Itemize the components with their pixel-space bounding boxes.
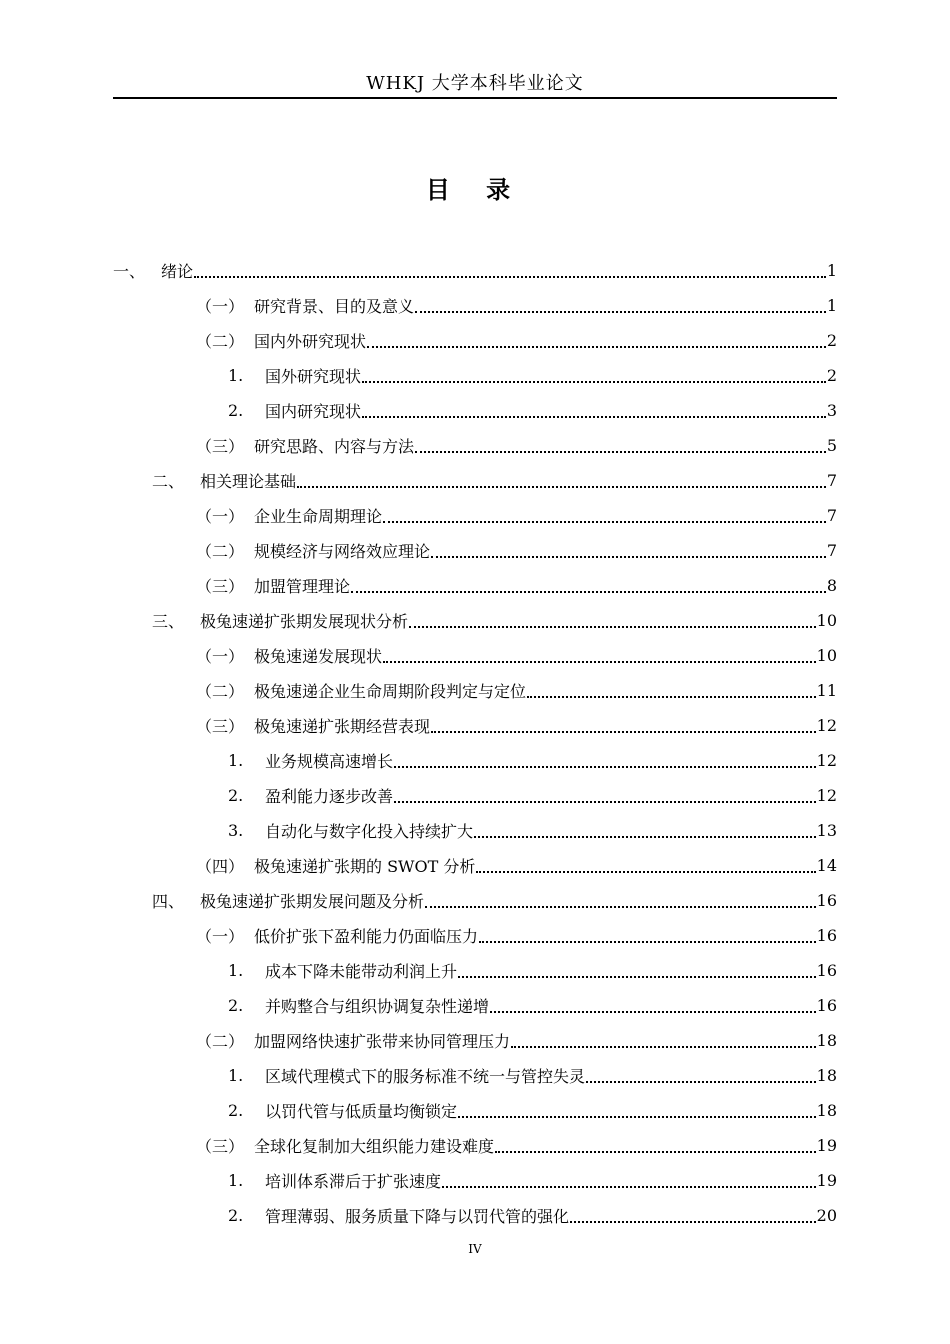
toc-dot-leader — [474, 836, 816, 838]
toc-dot-leader — [297, 486, 826, 488]
toc-dot-leader — [490, 1011, 816, 1013]
toc-entry-number: （四） — [196, 857, 245, 876]
toc-entry-title: 国外研究现状 — [265, 367, 362, 386]
toc-entry-title: 绪论 — [161, 262, 194, 281]
toc-entry[interactable] — [228, 1198, 837, 1233]
toc-entry[interactable] — [228, 953, 837, 988]
toc-entry-page: 12 — [816, 716, 837, 735]
toc-dot-leader — [586, 1081, 816, 1083]
toc-entry[interactable] — [196, 918, 837, 953]
toc-entry-page: 19 — [816, 1136, 837, 1155]
toc-entry-page: 14 — [816, 856, 837, 875]
toc-entry-number: 2. — [228, 401, 244, 420]
toc-entry-title: 加盟网络快速扩张带来协同管理压力 — [254, 1032, 511, 1051]
toc-entry-title: 极兔速递扩张期经营表现 — [254, 717, 431, 736]
toc-entry[interactable] — [152, 463, 837, 498]
toc-entry-title: 低价扩张下盈利能力仍面临压力 — [254, 927, 479, 946]
toc-entry[interactable] — [196, 428, 837, 463]
toc-entry-title: 培训体系滞后于扩张速度 — [265, 1172, 442, 1191]
toc-entry-title: 规模经济与网络效应理论 — [254, 542, 431, 561]
toc-entry-page: 7 — [826, 541, 837, 560]
toc-entry-title: 国内外研究现状 — [254, 332, 367, 351]
toc-entry-title: 区域代理模式下的服务标准不统一与管控失灵 — [265, 1067, 586, 1086]
toc-entry-number: 1. — [228, 961, 244, 980]
toc-entry-page: 20 — [816, 1206, 837, 1225]
toc-dot-leader — [431, 556, 826, 558]
toc-entry-title: 盈利能力逐步改善 — [265, 787, 394, 806]
toc-entry[interactable] — [228, 1093, 837, 1128]
toc-entry-title: 国内研究现状 — [265, 402, 362, 421]
page-number: IV — [468, 1242, 482, 1256]
toc-entry-title: 加盟管理理论 — [254, 577, 351, 596]
toc-entry-number: （二） — [196, 1032, 245, 1051]
toc-dot-leader — [511, 1046, 816, 1048]
header-title: WHKJ 大学本科毕业论文 — [366, 73, 584, 94]
toc-dot-leader — [383, 661, 816, 663]
toc-entry[interactable] — [228, 1058, 837, 1093]
toc-dot-leader — [415, 451, 826, 453]
toc-entry-page: 8 — [826, 576, 837, 595]
toc-entry-title: 管理薄弱、服务质量下降与以罚代管的强化 — [265, 1207, 570, 1226]
toc-entry-number: 1. — [228, 1171, 244, 1190]
toc-dot-leader — [527, 696, 816, 698]
toc-entry-title: 极兔速递发展现状 — [254, 647, 383, 666]
toc-dot-leader — [409, 626, 816, 628]
toc-dot-leader — [431, 731, 816, 733]
toc-entry-number: 1. — [228, 751, 244, 770]
toc-entry-page: 1 — [826, 261, 837, 280]
toc-entry-page: 12 — [816, 751, 837, 770]
toc-dot-leader — [458, 976, 816, 978]
toc-entry-page: 3 — [826, 401, 837, 420]
toc-dot-leader — [442, 1186, 816, 1188]
toc-entry-page: 7 — [826, 471, 837, 490]
toc-entry[interactable] — [196, 673, 837, 708]
toc-dot-leader — [362, 416, 826, 418]
header-rule — [113, 97, 837, 99]
toc-entry-number: 二、 — [152, 472, 185, 491]
toc-entry-number: 1. — [228, 366, 244, 385]
toc-entry-title: 业务规模高速增长 — [265, 752, 394, 771]
toc-entry-page: 13 — [816, 821, 837, 840]
toc-entry-number: （三） — [196, 1137, 245, 1156]
toc-entry-number: 2. — [228, 996, 244, 1015]
toc-entry-page: 1 — [826, 296, 837, 315]
toc-entry-title: 成本下降未能带动利润上升 — [265, 962, 458, 981]
toc-dot-leader — [415, 311, 826, 313]
toc-entry-page: 19 — [816, 1171, 837, 1190]
toc-dot-leader — [479, 941, 816, 943]
toc-entry-title: 研究思路、内容与方法 — [254, 437, 415, 456]
toc-entry-title: 并购整合与组织协调复杂性递增 — [265, 997, 490, 1016]
toc-entry-page: 18 — [816, 1031, 837, 1050]
toc-entry[interactable] — [152, 603, 837, 638]
toc-entry-number: （一） — [196, 647, 245, 666]
toc-entry-number: （一） — [196, 507, 245, 526]
toc-entry[interactable] — [228, 988, 837, 1023]
toc-dot-leader — [351, 591, 826, 593]
toc-entry-number: （二） — [196, 682, 245, 701]
toc-entry-title: 极兔速递扩张期发展问题及分析 — [200, 892, 425, 911]
toc-entry[interactable] — [196, 708, 837, 743]
page-header — [113, 70, 837, 98]
toc-dot-leader — [495, 1151, 816, 1153]
toc-entry-page: 11 — [816, 681, 837, 700]
toc-entry[interactable] — [228, 813, 837, 848]
toc-entry-page: 16 — [816, 996, 837, 1015]
toc-entry[interactable] — [196, 848, 837, 883]
toc-dot-leader — [362, 381, 826, 383]
toc-entry[interactable] — [196, 498, 837, 533]
toc-entry-page: 16 — [816, 891, 837, 910]
toc-entry[interactable] — [228, 1163, 837, 1198]
toc-entry-title: 极兔速递扩张期的 SWOT 分析 — [254, 857, 476, 876]
toc-entry-title: 全球化复制加大组织能力建设难度 — [254, 1137, 495, 1156]
toc-entry[interactable] — [196, 288, 837, 323]
toc-dot-leader — [367, 346, 826, 348]
toc-entry-number: 四、 — [152, 892, 185, 911]
toc-entry-title: 以罚代管与低质量均衡锁定 — [265, 1102, 458, 1121]
toc-entry-title: 自动化与数字化投入持续扩大 — [265, 822, 474, 841]
toc-entry[interactable] — [228, 393, 837, 428]
toc-entry-page: 5 — [826, 436, 837, 455]
toc-entry[interactable] — [113, 253, 837, 288]
toc-entry-page: 12 — [816, 786, 837, 805]
toc-entry-page: 18 — [816, 1101, 837, 1120]
toc-entry-number: （三） — [196, 437, 245, 456]
toc-entry-number: （二） — [196, 332, 245, 351]
toc-entry-number: 2. — [228, 786, 244, 805]
toc-entry-page: 2 — [826, 331, 837, 350]
toc-entry[interactable] — [196, 568, 837, 603]
toc-entry[interactable] — [152, 883, 837, 918]
toc-entry-page: 7 — [826, 506, 837, 525]
toc-title: 目 录 — [425, 176, 525, 204]
toc-entry[interactable] — [196, 638, 837, 673]
toc-entry-number: 三、 — [152, 612, 185, 631]
toc-entry[interactable] — [228, 358, 837, 393]
toc-entry-title: 企业生命周期理论 — [254, 507, 383, 526]
toc-entry[interactable] — [196, 533, 837, 568]
toc-dot-leader — [570, 1221, 816, 1223]
toc-entry-number: （一） — [196, 927, 245, 946]
toc-entry-page: 16 — [816, 961, 837, 980]
toc-entry-title: 相关理论基础 — [200, 472, 297, 491]
toc-entry-title: 研究背景、目的及意义 — [254, 297, 415, 316]
toc-entry-number: 2. — [228, 1206, 244, 1225]
toc-entry-title: 极兔速递企业生命周期阶段判定与定位 — [254, 682, 527, 701]
toc-entry-page: 10 — [816, 611, 837, 630]
toc-entry-page: 16 — [816, 926, 837, 945]
toc-entry-page: 18 — [816, 1066, 837, 1085]
toc-entry-number: 一、 — [113, 262, 146, 281]
toc-entry[interactable] — [228, 778, 837, 813]
toc-entry[interactable] — [228, 743, 837, 778]
toc-entry-number: （一） — [196, 297, 245, 316]
toc-entry-number: （三） — [196, 577, 245, 596]
toc-dot-leader — [425, 906, 816, 908]
toc-dot-leader — [394, 766, 816, 768]
toc-dot-leader — [194, 276, 826, 278]
toc-entry-page: 2 — [826, 366, 837, 385]
toc-entry-number: 3. — [228, 821, 244, 840]
toc-entry-number: （三） — [196, 717, 245, 736]
toc-entry[interactable] — [196, 1128, 837, 1163]
toc-dot-leader — [394, 801, 816, 803]
toc-entry-number: （二） — [196, 542, 245, 561]
toc-entry[interactable] — [196, 323, 837, 358]
toc-dot-leader — [383, 521, 826, 523]
toc-entry-number: 2. — [228, 1101, 244, 1120]
toc-dot-leader — [458, 1116, 816, 1118]
toc-entry-page: 10 — [816, 646, 837, 665]
toc-entry[interactable] — [196, 1023, 837, 1058]
toc-entry-title: 极兔速递扩张期发展现状分析 — [200, 612, 409, 631]
toc-dot-leader — [476, 871, 815, 873]
toc-entry-number: 1. — [228, 1066, 244, 1085]
